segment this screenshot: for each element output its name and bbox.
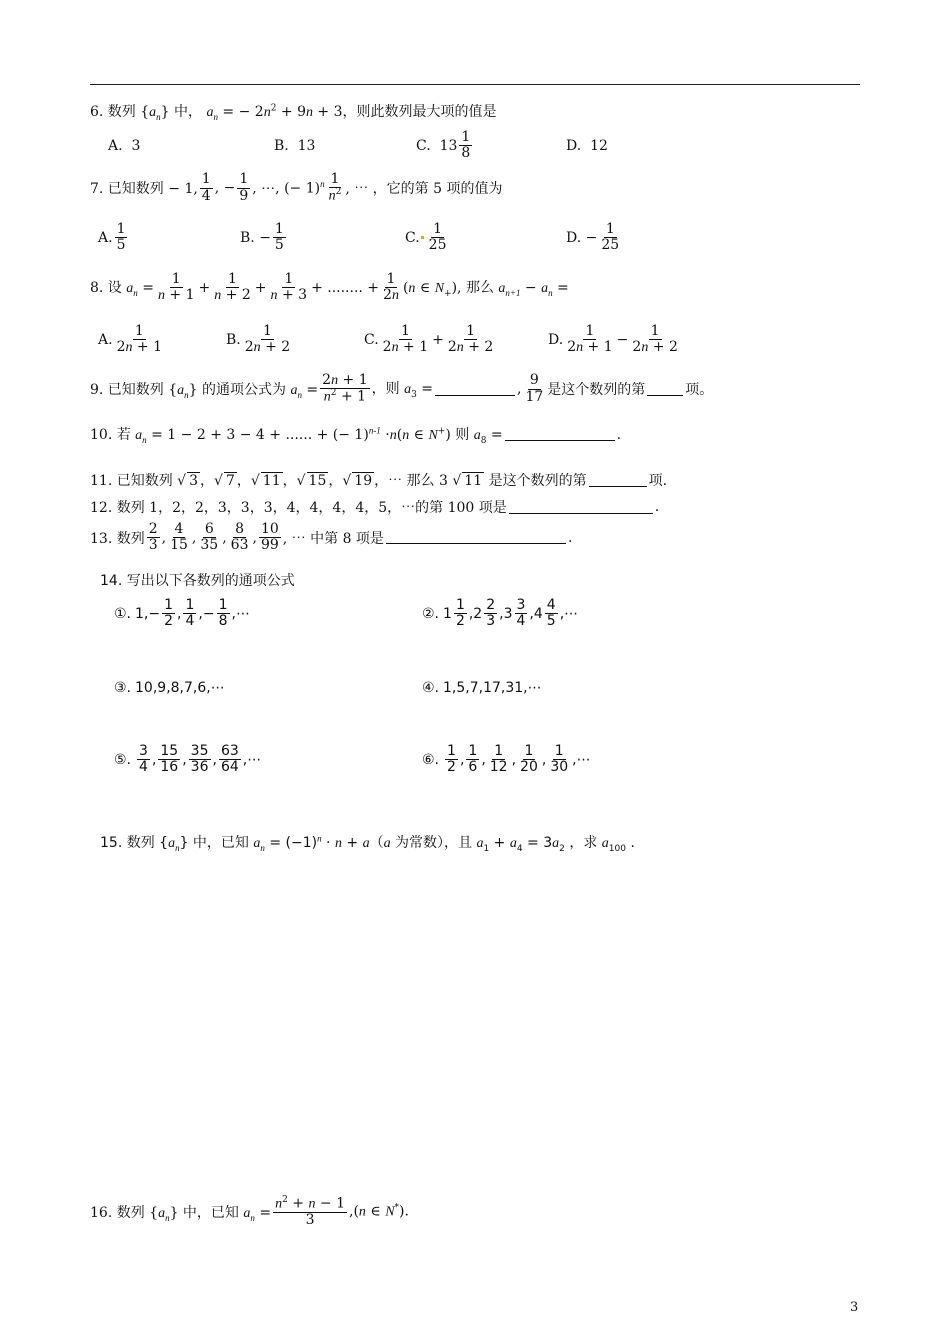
question-16: 16. 数列 $\{a_n\}$ 中，已知 $a_n$ = $\frac{n^2 + n - 1}{3}$ ,(n ∈ N*). [90, 1195, 409, 1229]
q14-item-2: ②. 1 $\frac{1}{2}$ ,2 $\frac{2}{3}$ ,3 $\frac{3}{4}$ ,4 $\frac{4}{5}$ ,⋯ [422, 597, 579, 630]
question-9: 9. 已知数列 $\{a_n\}$ 的通项公式为 $a_n$ = $\frac{2n + 1}{n^2 + 1}$ ，则 $a_3$ = , $\frac{9}{17}$ 是这个数列的第 项。 [90, 372, 714, 406]
page-number: 3 [850, 1300, 859, 1315]
q14-item-4: ④. 1,5,7,17,31,⋯ [422, 680, 542, 696]
q14-item-6: ⑥. $\frac{1}{2}$ , $\frac{1}{6}$ , $\frac{1}{12}$ , $\frac{1}{20}$ , $\frac{1}{30}$ ,⋯ [422, 743, 591, 776]
question-14-title: 14. 写出以下各数列的通项公式 [100, 573, 295, 589]
question-6: 6. 数列 $\{a_n\}$ 中， $a_n$ = − $2n^2 + 9n + 3$，则此数列最大项的值是 [90, 103, 497, 122]
q6-option-c[interactable]: C. 13 $\frac{1}{8}$ [416, 129, 471, 162]
q14-item-3: ③. 10,9,8,7,6,⋯ [114, 680, 225, 696]
question-10: 10. 若 $a_n = 1 - 2 + 3 - 4$ + ...... + (− 1)$^{n-1}$ ·n(n ∈ N+) 则 $a_8$ = . [90, 425, 622, 446]
question-11: 11. 已知数列 √ 3 ，√ 7 ，√ 11 ，√ 15 ，√ 19 ，⋯ 那么 3 √ 11 是这个数列的第 项. [90, 473, 668, 489]
q6-option-b[interactable]: B. 13 [274, 138, 316, 154]
question-7: 7. 已知数列 − 1, $\frac{1}{4}$ , − $\frac{1}{9}$ , ⋯, (− 1)$^n$ $\frac{1}{n^2}$ , ⋯ ，它的第 5 项的值为 [90, 171, 503, 205]
q14-item-1: ①. 1,− $\frac{1}{2}$ , $\frac{1}{4}$ ,− $\frac{1}{8}$ ,⋯ [114, 597, 250, 630]
header-rule [90, 84, 860, 85]
q8-option-d[interactable]: D. $\frac{1}{2n + 1}$ − $\frac{1}{2n + 2}$ [548, 323, 678, 356]
q7-option-d[interactable]: D. − $\frac{1}{25}$ [566, 221, 620, 254]
q7-option-c[interactable]: C. $\frac{1}{25}$ [405, 221, 447, 254]
q14-item-5: ⑤. $\frac{3}{4}$ , $\frac{15}{16}$ , $\frac{35}{36}$ , $\frac{63}{64}$ ,⋯ [114, 743, 262, 776]
q6-option-d[interactable]: D. 12 [566, 138, 608, 154]
q8-option-b[interactable]: B. $\frac{1}{2n + 2}$ [226, 323, 291, 356]
question-8: 8. 设 $a_n$ = $\frac{1}{n + 1}$ + $\frac{1}{n + 2}$ + $\frac{1}{n + 3}$ + ........ + $\frac{1}{2n}$ (n ∈ $N_+$), 那么 $a_{n+1} - a_n$ = [90, 271, 569, 304]
q7-option-b[interactable]: B. − $\frac{1}{5}$ [240, 221, 284, 254]
q7-option-a[interactable]: A. $\frac{1}{5}$ [98, 221, 126, 254]
question-13: 13. 数列 $\frac{2}{3}$ , $\frac{4}{15}$ , $\frac{6}{35}$ , $\frac{8}{63}$ , $\frac{10}{99}$ , ⋯ 中第 8 项是 . [90, 521, 573, 554]
question-15: 15. 数列 $\{a_n\}$ 中，已知 $a_n = (-1)^n \cdot n + a(a$ 为常数），且 $a_1 + a_4 = 3a_2$ ，求 $a_{100}$ . [100, 833, 635, 854]
q8-option-c[interactable]: C. $\frac{1}{2n + 1}$ + $\frac{1}{2n + 2}$ [364, 323, 494, 356]
question-12: 12. 数列 1，2，2，3，3，3，4，4，4，4，5，⋯的第 100 项是 . [90, 499, 660, 516]
q6-option-a[interactable]: A. 3 [108, 138, 141, 154]
q8-option-a[interactable]: A. $\frac{1}{2n + 1}$ [98, 323, 163, 356]
